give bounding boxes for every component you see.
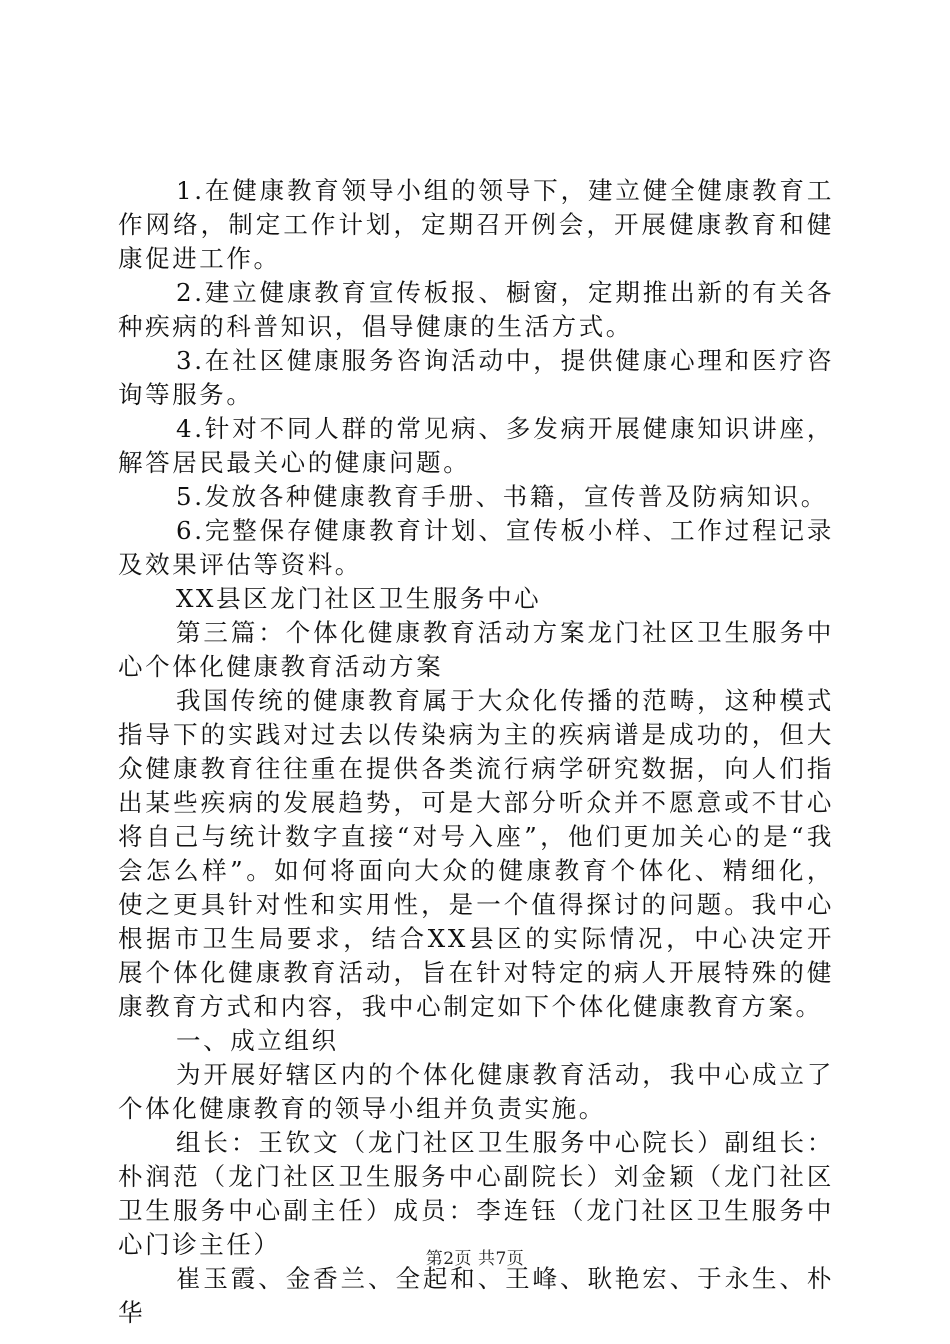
- paragraph-item-1: 1.在健康教育领导小组的领导下，建立健全健康教育工作网络，制定工作计划，定期召开例会，开展健康教育和健康促进工作。: [118, 176, 834, 273]
- paragraph-item-2: 2.建立健康教育宣传板报、橱窗，定期推出新的有关各种疾病的科普知识，倡导健康的生活方式。: [118, 278, 834, 341]
- section-heading: 一、成立组织: [176, 1026, 339, 1055]
- leadership-paragraph: 组长：王钦文（龙门社区卫生服务中心院长）副组长：朴润范（龙门社区卫生服务中心副院长）刘金颖（龙门社区卫生服务中心副主任）成员：李连钰（龙门社区卫生服务中心门诊主任）: [118, 1128, 834, 1259]
- page-number: 第2页 共7页: [425, 1249, 525, 1269]
- section-title: 第三篇：个体化健康教育活动方案龙门社区卫生服务中心个体化健康教育活动方案: [118, 618, 834, 681]
- document-body: [118, 174, 834, 1330]
- paragraph-item-3: 3.在社区健康服务咨询活动中，提供健康心理和医疗咨询等服务。: [118, 346, 834, 409]
- paragraph-item-4: 4.针对不同人群的常见病、多发病开展健康知识讲座，解答居民最关心的健康问题。: [118, 414, 834, 477]
- intro-paragraph: 我国传统的健康教育属于大众化传播的范畴，这种模式指导下的实践对过去以传染病为主的疾病谱是成功的，但大众健康教育往往重在提供各类流行病学研究数据，向人们指出某些疾病的发展趋势，可是大部分听众并不愿意或不甘心将自己与统计数字直接“对号入座”，他们更加关心的是“我会怎么样”。如何将面向大众的健康教育个体化、精细化，使之更具针对性和实用性，是一个值得探讨的问题。我中心根据市卫生局要求，结合XX县区的实际情况，中心决定开展个体化健康教育活动，旨在针对特定的病人开展特殊的健康教育方式和内容，我中心制定如下个体化健康教育方案。: [118, 686, 834, 1021]
- body-paragraph: 为开展好辖区内的个体化健康教育活动，我中心成立了个体化健康教育的领导小组并负责实施。: [118, 1060, 834, 1123]
- organization-signature: XX县区龙门社区卫生服务中心: [176, 584, 542, 613]
- members-paragraph: 崔玉霞、金香兰、全起和、王峰、耿艳宏、于永生、朴华: [118, 1264, 834, 1327]
- paragraph-item-5: 5.发放各种健康教育手册、书籍，宣传普及防病知识。: [176, 482, 828, 511]
- paragraph-item-6: 6.完整保存健康教育计划、宣传板小样、工作过程记录及效果评估等资料。: [118, 516, 834, 579]
